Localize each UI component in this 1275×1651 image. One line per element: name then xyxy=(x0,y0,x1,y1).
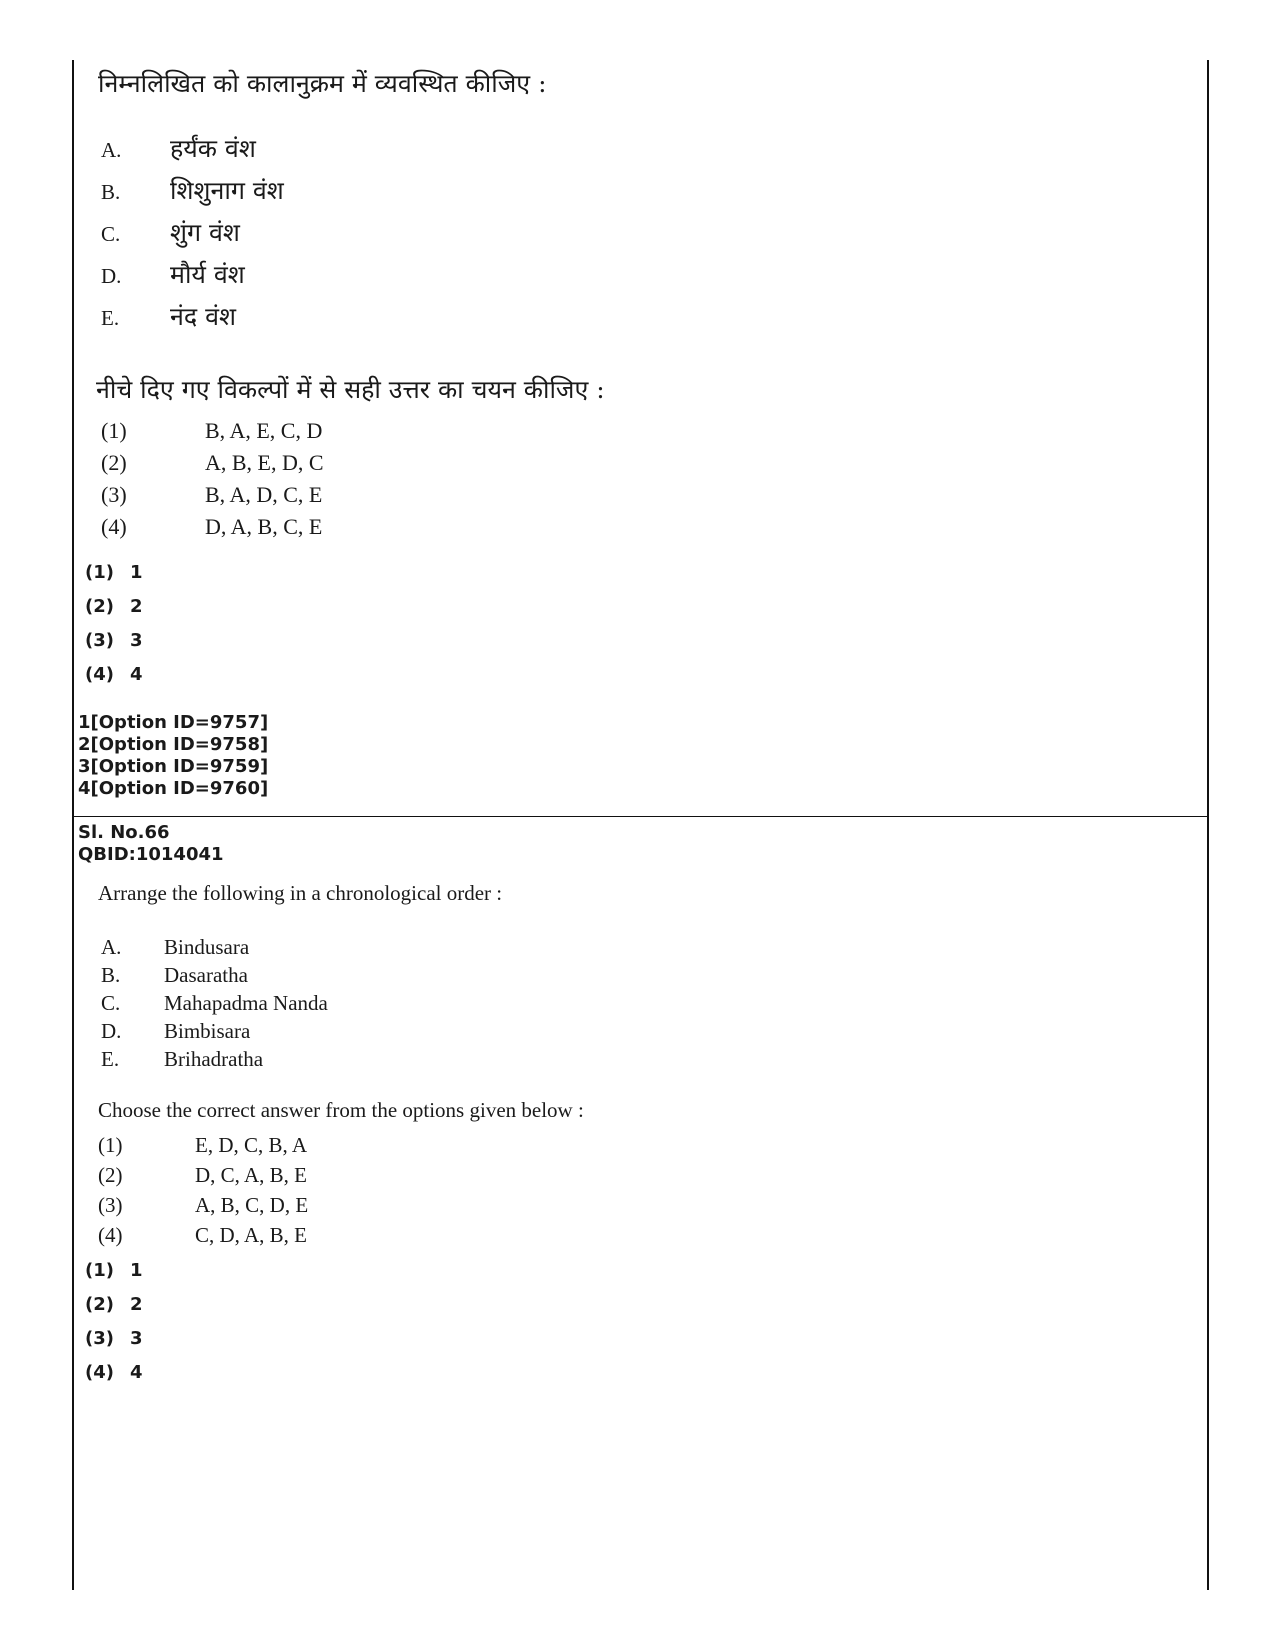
answer-value: 2 xyxy=(130,1294,143,1315)
question-stem-hindi: निम्नलिखित को कालानुक्रम में व्यवस्थित कीजिए : xyxy=(98,69,547,98)
answer-number: (3) xyxy=(85,1328,114,1349)
item-text: Dasaratha xyxy=(164,963,248,987)
item-letter: B. xyxy=(101,963,121,987)
item-letter: E. xyxy=(101,1047,120,1071)
item-letter: D. xyxy=(101,1019,122,1043)
option-number: (3) xyxy=(101,482,127,507)
item-text: शुंग वंश xyxy=(170,218,240,247)
option-number: (4) xyxy=(98,1223,123,1247)
choose-instruction-hindi: नीचे दिए गए विकल्पों में से सही उत्तर का चयन कीजिए : xyxy=(96,375,605,404)
question-stem: Arrange the following in a chronological order : xyxy=(98,881,503,905)
left-border xyxy=(72,60,74,1590)
option-sequence: B, A, E, C, D xyxy=(205,418,323,443)
item-text: Bimbisara xyxy=(164,1019,251,1043)
answer-value: 4 xyxy=(130,664,143,685)
option-sequence: D, C, A, B, E xyxy=(195,1163,308,1187)
item-letter: A. xyxy=(101,138,122,162)
item-letter: E. xyxy=(101,306,120,330)
item-text: Brihadratha xyxy=(164,1047,264,1071)
answer-value: 4 xyxy=(130,1362,143,1383)
item-text: Mahapadma Nanda xyxy=(164,991,328,1015)
answer-value: 3 xyxy=(130,1328,143,1349)
answer-number: (4) xyxy=(85,1362,114,1383)
choose-instruction: Choose the correct answer from the options given below : xyxy=(98,1098,584,1122)
option-number: (1) xyxy=(101,418,127,443)
option-sequence: A, B, C, D, E xyxy=(195,1193,309,1217)
option-sequence: B, A, D, C, E xyxy=(205,482,323,507)
item-text: Bindusara xyxy=(164,935,250,959)
option-sequence: E, D, C, B, A xyxy=(195,1133,308,1157)
item-text: मौर्य वंश xyxy=(170,260,245,289)
option-sequence: C, D, A, B, E xyxy=(195,1223,308,1247)
answer-number: (4) xyxy=(85,664,114,685)
answer-value: 3 xyxy=(130,630,143,651)
question-divider xyxy=(72,816,1209,817)
right-border xyxy=(1207,60,1209,1590)
option-sequence: D, A, B, C, E xyxy=(205,514,323,539)
item-letter: C. xyxy=(101,222,121,246)
option-number: (4) xyxy=(101,514,127,539)
item-text: नंद वंश xyxy=(170,302,236,331)
question-bank-id: QBID:1014041 xyxy=(78,844,224,865)
item-letter: C. xyxy=(101,991,121,1015)
option-id: 4[Option ID=9760] xyxy=(78,778,269,799)
option-number: (3) xyxy=(98,1193,123,1217)
item-letter: A. xyxy=(101,935,122,959)
option-number: (2) xyxy=(101,450,127,475)
option-id: 1[Option ID=9757] xyxy=(78,712,269,733)
item-text: शिशुनाग वंश xyxy=(170,176,284,205)
option-sequence: A, B, E, D, C xyxy=(205,450,324,475)
item-text: हर्यंक वंश xyxy=(170,134,256,163)
answer-number: (3) xyxy=(85,630,114,651)
answer-value: 1 xyxy=(130,562,143,583)
option-number: (2) xyxy=(98,1163,123,1187)
answer-number: (1) xyxy=(85,1260,114,1281)
answer-value: 2 xyxy=(130,596,143,617)
serial-number: Sl. No.66 xyxy=(78,822,170,843)
option-id: 2[Option ID=9758] xyxy=(78,734,269,755)
answer-number: (1) xyxy=(85,562,114,583)
item-letter: B. xyxy=(101,180,121,204)
option-id: 3[Option ID=9759] xyxy=(78,756,269,777)
answer-number: (2) xyxy=(85,1294,114,1315)
item-letter: D. xyxy=(101,264,122,288)
answer-number: (2) xyxy=(85,596,114,617)
option-number: (1) xyxy=(98,1133,123,1157)
answer-value: 1 xyxy=(130,1260,143,1281)
